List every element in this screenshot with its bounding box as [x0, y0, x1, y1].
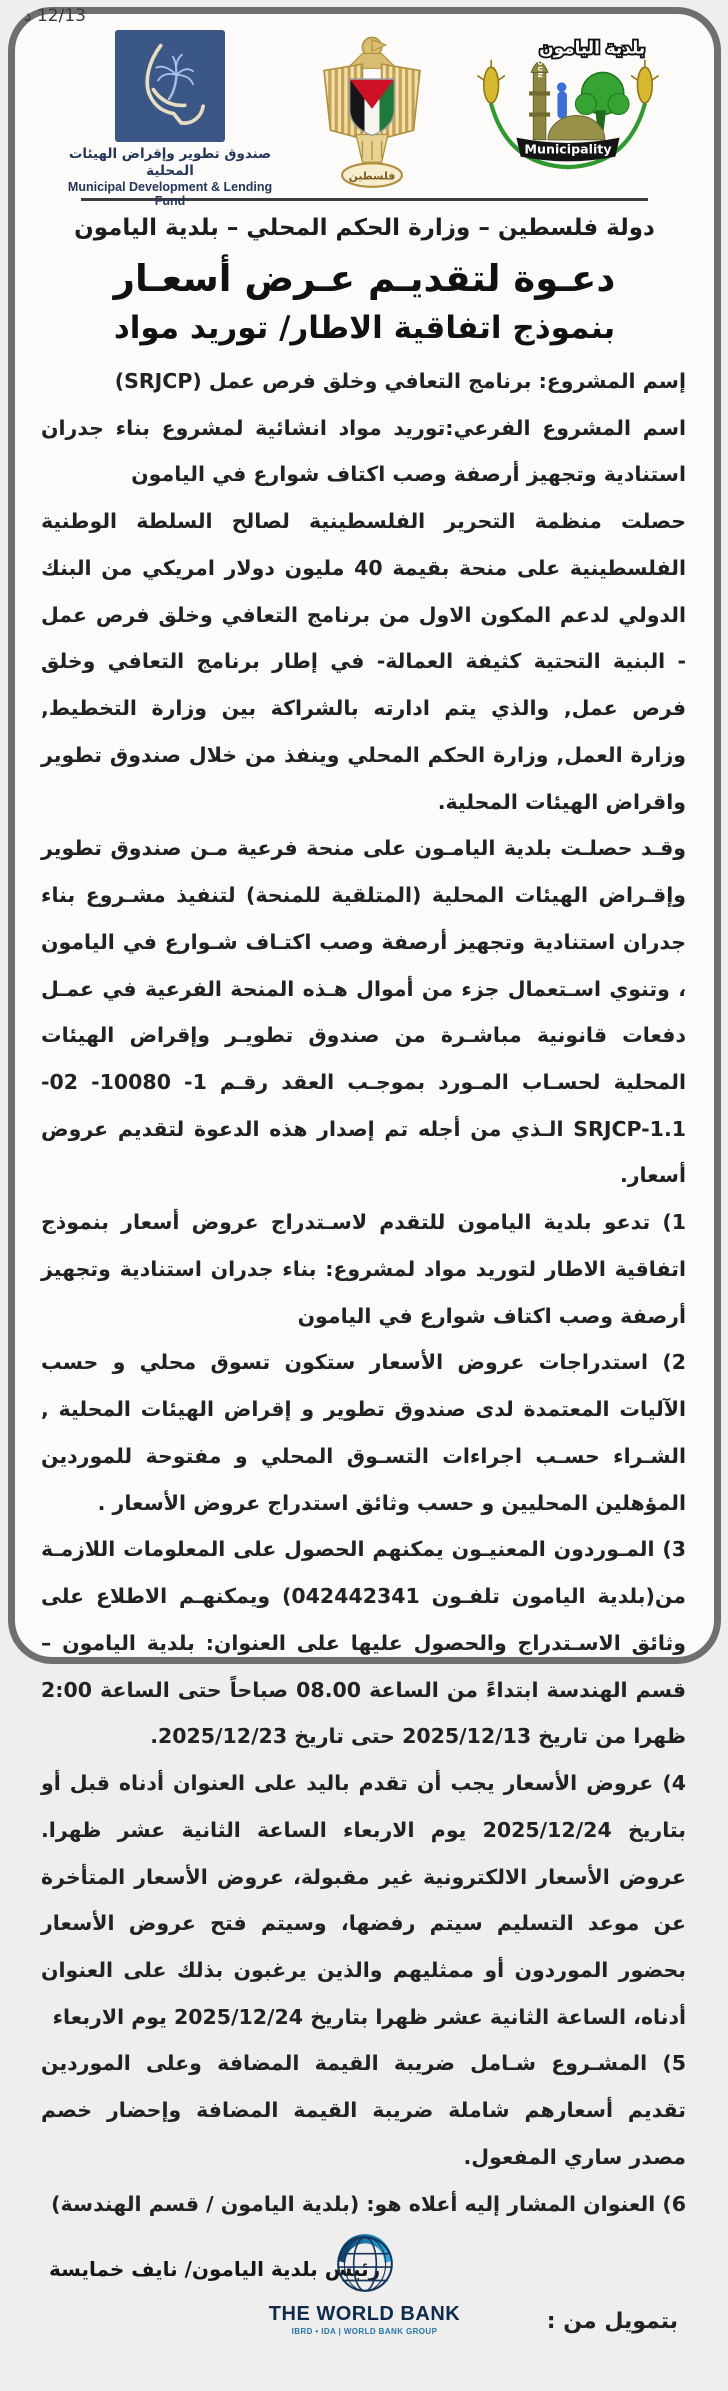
announcement-body	[35, 354, 694, 2227]
para-item-5: 5) المشـروع شـامل ضريبة القيمة المضافة وعلى الموردين تقديم أسعارهم شاملة ضريبة القيمة المضافة وإحضار خصم مصدر ساري المفعول.	[41, 2051, 686, 2169]
mdlf-logo-icon	[115, 30, 225, 142]
para-item-1: 1) تدعو بلدية اليامون للتقدم لاسـتدراج عروض أسعار بنموذج اتفاقية الاطار لتوريد مواد لمشروع: بناء جدران استنادية وتجهيز أرصفة وصب اكتاف شوارع في اليامون	[41, 1210, 686, 1328]
yamoun-logo-title: بلدية اليامون	[539, 37, 646, 58]
mdlf-caption-arabic: صندوق تطوير وإقراض الهيئات المحلية	[68, 146, 272, 179]
para-grant-intro: حصلت منظمة التحرير الفلسطينية لصالح السلطة الوطنية الفلسطينية على منحة بقيمة 40 مليون دولار امريكي من البنك الدولي لدعم المكون الاول من برنامج التعافي وخلق فرص عمل - البنية التحتية كثيفة العمالة- في إطار برنامج التعافي وخلق فرص عمل, والذي يتم ادارته بالشراكة بين وزارة التخطيط, وزارة العمل, وزارة الحكم المحلي وينفذ من خلال صندوق تطوير واقراض الهيئات المحلية.	[41, 509, 686, 814]
palestine-banner-label: فلسطين	[348, 169, 395, 183]
para-item-2: 2) استدراجات عروض الأسعار ستكون تسوق محلي و حسب الآليات المعتمدة لدى صندوق تطوير و إقراض الهيئات المحلية , الشـراء حسـب اجراءات التسـوق المحلي و مفتوحة للموردين المؤهلين المحليين و حسب وثائق استدراج عروض الأسعار .	[41, 1350, 686, 1515]
yamoun-municipality-logo	[468, 34, 668, 174]
mdlf-caption-english: Municipal Development & Lending Fund	[67, 179, 273, 208]
org-line: دولة فلسطين – وزارة الحكم المحلي – بلدية اليامون	[74, 215, 655, 241]
world-bank-globe-icon	[332, 2231, 398, 2297]
para-item-4: 4) عروض الأسعار يجب أن تقدم باليد على العنوان أدناه قبل أو بتاريخ 2025/12/24 يوم الاربعاء الساعة الثانية عشر ظهرا. عروض الأسعار الالكترونية غير مقبولة، عروض الأسعار المتأخرة عن موعد التسليم سيتم رفضها، وسيتم فتح عروض الأسعار بحضور الموردون أو ممثليهم والذين يرغبون بذلك على العنوان أدناه، الساعة الثانية عشر ظهرا بتاريخ 2025/12/24 يوم الاربعاء	[41, 1771, 686, 2029]
mdlf-hand-palm-icon	[124, 38, 216, 134]
invitation-subtitle: بنموذج اتفاقية الاطار/ توريد مواد	[113, 310, 616, 346]
palestine-emblem-icon	[309, 30, 435, 190]
page-border	[8, 7, 721, 2337]
para-subgrant: وقـد حصلـت بلدية اليامـون على منحة فرعية مـن صندوق تطوير وإقـراض الهيئات المحلية (المتلقية للمنحة) لتنفيذ مشـروع بناء جدران استنادية وتجهيز أرصفة وصب اكتـاف شـوارع في اليامون ، وتنوي اسـتعمال جزء من أموال هـذه المنحة الفرعية في عمـل دفعات قانونية مباشـرة من صندوق تطويـر وإقراض الهيئات المحلية لحسـاب المـورد بموجـب العقد رقـم 1- 10080- 02- SRJCP-1.1 الـذي من أجله تم إصدار هذه الدعوة لتقديم عروض أسعار.	[41, 836, 686, 1188]
corner-note: 12/13 د	[24, 6, 86, 26]
para-item-6: 6) العنوان المشار إليه أعلاه هو: (بلدية اليامون / قسم الهندسة)	[51, 2191, 686, 2216]
invitation-title: دعـوة لتقديـم عـرض أسعـار	[113, 257, 616, 300]
mdlf-logo	[65, 28, 275, 208]
para-item-3: 3) المـوردون المعنيـون يمكنهم الحصول على المعلومات اللازمـة من(بلدية اليامون تلفـون 042442341) ويمكنهـم الاطلاع على وثائق الاسـتدراج والحصول عليها على العنوان: بلدية اليامون – قسم الهندسة ابتداءً من الساعة 08.00 صباحاً حتى الساعة 2:00 ظهرا من تاريخ 2025/12/13 حتى تاريخ 2025/12/23.	[41, 1537, 687, 1749]
world-bank-name: THE WORLD BANK	[268, 2303, 461, 2326]
yamoun-vertical-label: ALYAMOUN	[536, 34, 544, 79]
signature-line: رئيس بلدية اليامون/ نايف خمايسة	[49, 2257, 381, 2282]
world-bank-logo	[255, 2231, 475, 2336]
world-bank-subtitle: IBRD • IDA | WORLD BANK GROUP	[291, 2327, 438, 2337]
yamoun-bottom-label: Municipality	[524, 141, 612, 157]
funded-by-label: بتمويل من :	[546, 2309, 678, 2335]
para-project-name: إسم المشروع: برنامج التعافي وخلق فرص عمل (SRJCP)	[114, 369, 686, 393]
header-logos	[35, 24, 694, 208]
para-subproject-name: اسم المشروع الفرعي:توريد مواد انشائية لمشروع بناء جدران استنادية وتجهيز أرصفة وصب اكتاف شوارع في اليامون	[41, 415, 686, 487]
footer	[35, 2231, 694, 2391]
